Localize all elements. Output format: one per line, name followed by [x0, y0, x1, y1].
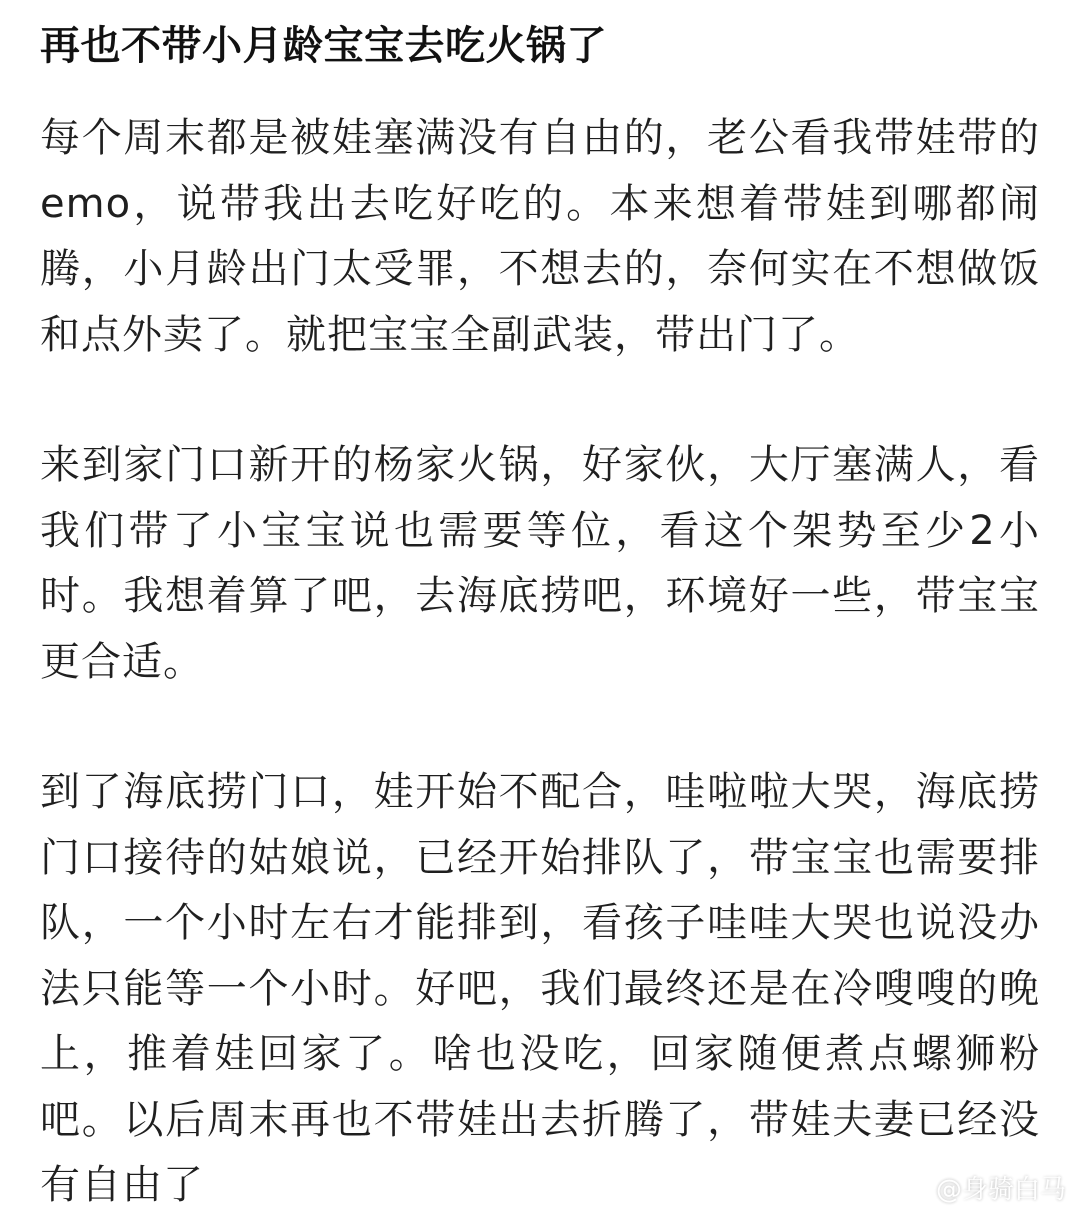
weibo-icon	[896, 1174, 930, 1202]
post-content	[40, 0, 1040, 1219]
post-paragraph-2: 来到家门口新开的杨家火锅，好家伙，大厅塞满人，看我们带了小宝宝说也需要等位，看这个架势至少2小时。我想着算了吧，去海底捞吧，环境好一些，带宝宝更合适。	[40, 442, 1040, 685]
watermark-text: @身骑白马	[935, 1175, 1066, 1205]
weibo-watermark	[896, 1169, 1066, 1206]
post-paragraph-1: 每个周末都是被娃塞满没有自由的，老公看我带娃带的emo，说带我出去吃好吃的。本来想着带娃到哪都闹腾，小月龄出门太受罪，不想去的，奈何实在不想做饭和点外卖了。就把宝宝全副武装，带出门了。	[40, 115, 1040, 358]
post-paragraph-3: 到了海底捞门口，娃开始不配合，哇啦啦大哭，海底捞门口接待的姑娘说，已经开始排队了，带宝宝也需要排队，一个小时左右才能排到，看孩子哇哇大哭也说没办法只能等一个小时。好吧，我们最终还是在冷嗖嗖的晚上，推着娃回家了。啥也没吃，回家随便煮点螺狮粉吧。以后周末再也不带娃出去折腾了，带娃夫妻已经没有自由了	[40, 769, 1040, 1208]
post-title: 再也不带小月龄宝宝去吃火锅了	[40, 23, 607, 69]
